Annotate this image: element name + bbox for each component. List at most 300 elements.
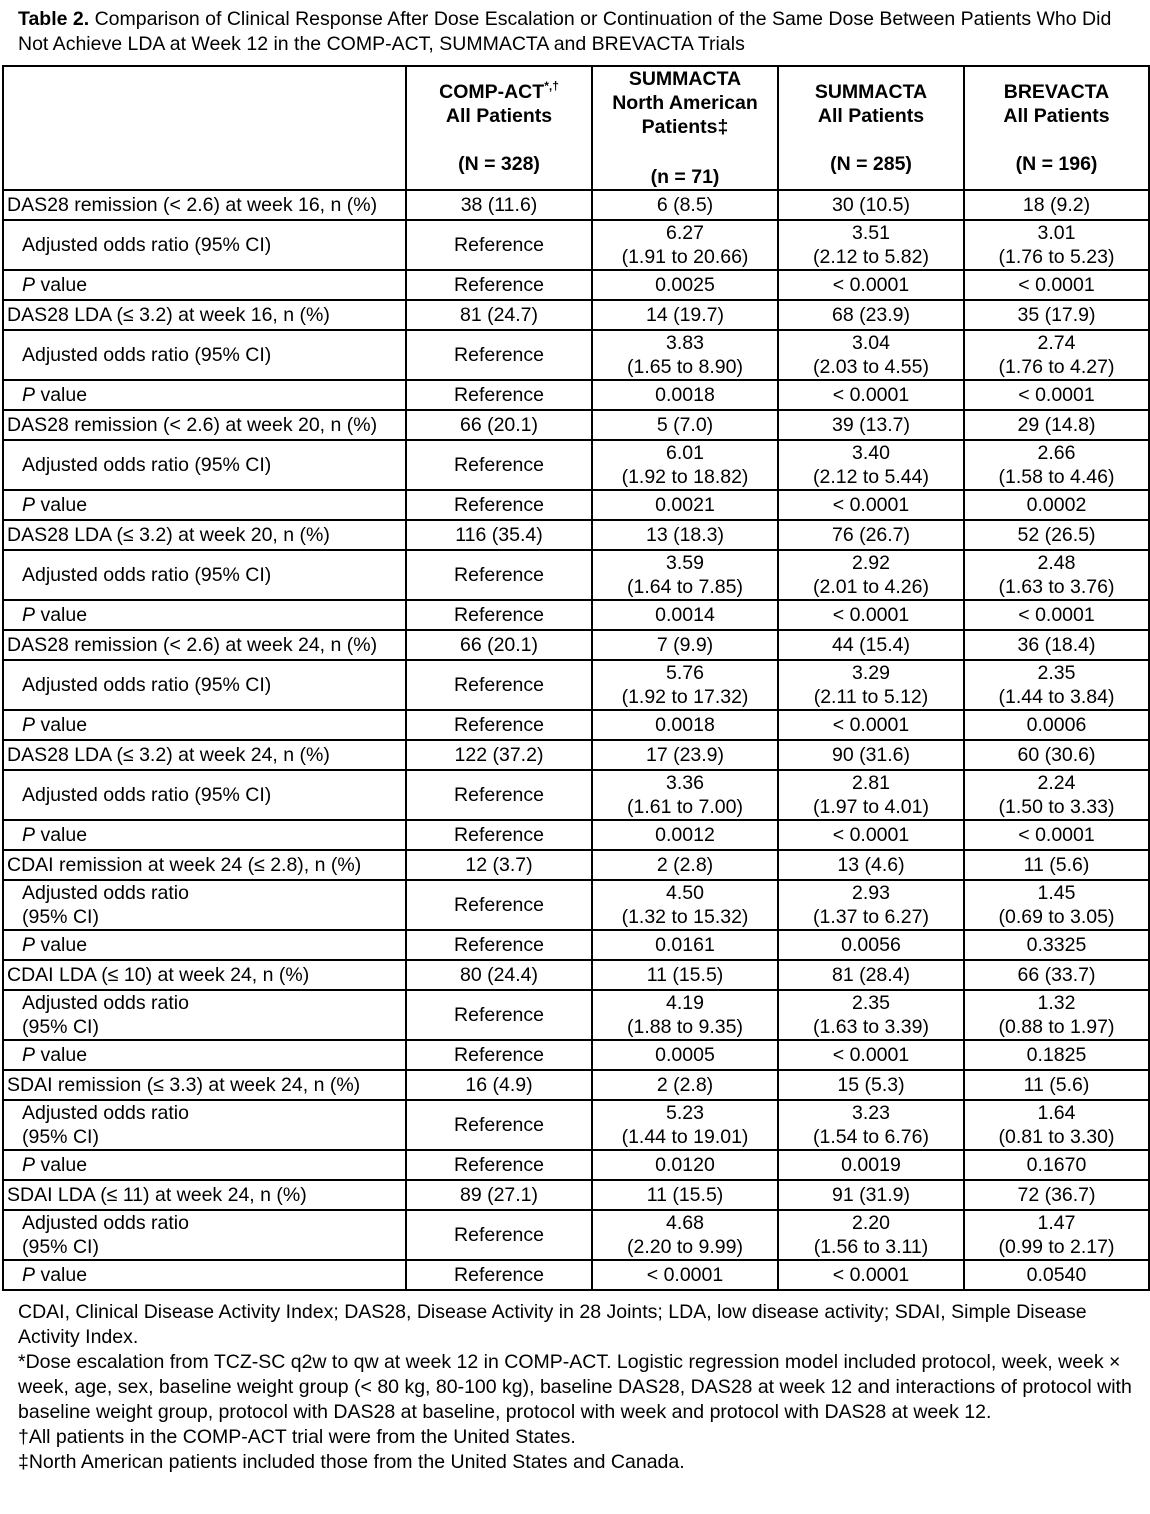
cell-line: (1.65 to 8.90) xyxy=(627,356,743,378)
cell-col-1 xyxy=(592,440,778,490)
cell-line: Reference xyxy=(454,1004,544,1026)
col-3-line2: All Patients xyxy=(1003,105,1110,127)
cell-col-2: 68 (23.9) xyxy=(778,300,964,330)
table-row xyxy=(3,440,1149,490)
cell-col-2 xyxy=(778,990,964,1040)
row-label: Adjusted odds ratio (95% CI) xyxy=(3,220,406,270)
cell-line: 2.48 xyxy=(1037,552,1076,574)
cell-col-2: < 0.0001 xyxy=(778,710,964,740)
cell-line: (1.44 to 3.84) xyxy=(998,686,1115,708)
cell-line: 3.83 xyxy=(666,332,704,354)
cell-line: 2.93 xyxy=(852,882,890,904)
row-label: Adjusted odds ratio (95% CI) xyxy=(3,660,406,710)
cell-col-2: < 0.0001 xyxy=(778,820,964,850)
p-italic: P xyxy=(22,494,36,516)
col-3-n: (N = 196) xyxy=(1015,153,1098,175)
cell-col-0: Reference xyxy=(406,1150,592,1180)
cell-col-3: 36 (18.4) xyxy=(964,630,1149,660)
row-label xyxy=(3,930,406,960)
cell-line: 1.47 xyxy=(1037,1212,1076,1234)
p-label-text: value xyxy=(40,824,88,846)
cell-col-1: 0.0120 xyxy=(592,1150,778,1180)
cell-col-0 xyxy=(406,660,592,710)
row-label xyxy=(3,600,406,630)
cell-col-2 xyxy=(778,1100,964,1150)
cell-col-1: 2 (2.8) xyxy=(592,1070,778,1100)
cell-col-0: 66 (20.1) xyxy=(406,410,592,440)
cell-line: (1.32 to 15.32) xyxy=(621,906,749,928)
row-label: DAS28 remission (< 2.6) at week 24, n (%) xyxy=(3,630,406,660)
cell-col-2: 30 (10.5) xyxy=(778,190,964,220)
cell-col-1: 2 (2.8) xyxy=(592,850,778,880)
cell-line: (0.69 to 3.05) xyxy=(998,906,1115,928)
table-row xyxy=(3,190,1149,220)
table-row xyxy=(3,520,1149,550)
row-label-line: Adjusted odds ratio xyxy=(22,992,189,1014)
table-row xyxy=(3,660,1149,710)
cell-col-0: Reference xyxy=(406,270,592,300)
table-row xyxy=(3,990,1149,1040)
row-label xyxy=(3,820,406,850)
cell-col-1 xyxy=(592,990,778,1040)
cell-line: (1.76 to 4.27) xyxy=(998,356,1115,378)
cell-col-0 xyxy=(406,990,592,1040)
cell-col-2: 90 (31.6) xyxy=(778,740,964,770)
cell-line: (1.37 to 6.27) xyxy=(813,906,929,928)
table-row xyxy=(3,630,1149,660)
p-italic: P xyxy=(22,274,36,296)
cell-col-0: Reference xyxy=(406,1040,592,1070)
cell-line: 5.23 xyxy=(666,1102,704,1124)
cell-col-0 xyxy=(406,220,592,270)
cell-line: (2.20 to 9.99) xyxy=(627,1236,743,1258)
cell-line: Reference xyxy=(454,894,544,916)
cell-line: (1.44 to 19.01) xyxy=(621,1126,749,1148)
cell-line: (2.12 to 5.82) xyxy=(813,246,929,268)
cell-col-3: 0.0006 xyxy=(964,710,1149,740)
row-label xyxy=(3,1210,406,1260)
cell-col-0: Reference xyxy=(406,380,592,410)
cell-col-1: 14 (19.7) xyxy=(592,300,778,330)
p-italic: P xyxy=(22,1264,36,1286)
cell-col-2: 0.0056 xyxy=(778,930,964,960)
table-row xyxy=(3,380,1149,410)
table-row xyxy=(3,1040,1149,1070)
cell-col-2: < 0.0001 xyxy=(778,490,964,520)
table-row xyxy=(3,330,1149,380)
cell-col-1 xyxy=(592,880,778,930)
cell-col-1 xyxy=(592,770,778,820)
col-0-line1: COMP-ACT xyxy=(439,81,545,103)
cell-col-3 xyxy=(964,770,1149,820)
cell-col-1: 7 (9.9) xyxy=(592,630,778,660)
cell-line: (1.97 to 4.01) xyxy=(813,796,929,818)
cell-col-1: 0.0018 xyxy=(592,710,778,740)
cell-line: (1.92 to 17.32) xyxy=(621,686,749,708)
cell-col-0: 116 (35.4) xyxy=(406,520,592,550)
table-row xyxy=(3,1210,1149,1260)
cell-line: 1.64 xyxy=(1037,1102,1076,1124)
table-row xyxy=(3,1180,1149,1210)
header-col-summacta-all xyxy=(778,66,964,190)
col-1-line1: SUMMACTA xyxy=(628,68,742,90)
table-row xyxy=(3,300,1149,330)
header-empty-cell xyxy=(3,66,406,190)
row-label xyxy=(3,490,406,520)
cell-col-0: 81 (24.7) xyxy=(406,300,592,330)
footnote-north-american: ‡North American patients included those from the United States and Canada. xyxy=(18,1451,685,1473)
cell-col-0: 12 (3.7) xyxy=(406,850,592,880)
cell-line: 3.23 xyxy=(852,1102,890,1124)
table-row xyxy=(3,740,1149,770)
cell-col-0 xyxy=(406,330,592,380)
cell-col-2: 44 (15.4) xyxy=(778,630,964,660)
p-label-text: value xyxy=(40,274,88,296)
p-italic: P xyxy=(22,1154,36,1176)
row-label-line: (95% CI) xyxy=(22,906,99,928)
cell-col-3: 18 (9.2) xyxy=(964,190,1149,220)
cell-col-3 xyxy=(964,1100,1149,1150)
cell-col-0: 80 (24.4) xyxy=(406,960,592,990)
cell-col-1 xyxy=(592,1100,778,1150)
cell-col-3: 29 (14.8) xyxy=(964,410,1149,440)
cell-col-3: < 0.0001 xyxy=(964,600,1149,630)
footnote-comp-act: †All patients in the COMP-ACT trial were from the United States. xyxy=(18,1426,576,1448)
cell-line: 2.74 xyxy=(1037,332,1076,354)
footnote-dose-escalation: *Dose escalation from TCZ-SC q2w to qw at week 12 in COMP-ACT. Logistic regression model included protocol, week, week × week, age, sex, baseline weight group (< 80 kg, 80-100 kg), baseline DAS28, DAS28 at week 12 and interactions of protocol with baseline weight group, protocol with DAS28 at baseline, protocol with week and protocol with DAS28 at week 12. xyxy=(18,1351,1132,1423)
col-2-line1: SUMMACTA xyxy=(814,81,928,103)
col-3-line1: BREVACTA xyxy=(1003,81,1110,103)
table-row xyxy=(3,770,1149,820)
cell-col-3 xyxy=(964,550,1149,600)
cell-line: 2.35 xyxy=(1037,662,1076,684)
cell-col-1: 11 (15.5) xyxy=(592,960,778,990)
table-row xyxy=(3,220,1149,270)
cell-col-1: 0.0025 xyxy=(592,270,778,300)
cell-line: (1.63 to 3.76) xyxy=(998,576,1115,598)
row-label: DAS28 LDA (≤ 3.2) at week 24, n (%) xyxy=(3,740,406,770)
cell-line: 6.27 xyxy=(666,222,704,244)
col-1-line2: North American xyxy=(612,92,758,114)
cell-col-1 xyxy=(592,330,778,380)
table-row xyxy=(3,410,1149,440)
cell-col-2: < 0.0001 xyxy=(778,1040,964,1070)
cell-col-2 xyxy=(778,880,964,930)
cell-col-1: 0.0021 xyxy=(592,490,778,520)
table-row xyxy=(3,600,1149,630)
p-label-text: value xyxy=(40,714,88,736)
cell-col-3: 66 (33.7) xyxy=(964,960,1149,990)
cell-col-3 xyxy=(964,660,1149,710)
table-row xyxy=(3,880,1149,930)
cell-col-1: 11 (15.5) xyxy=(592,1180,778,1210)
cell-col-1: 0.0018 xyxy=(592,380,778,410)
table-row xyxy=(3,490,1149,520)
col-0-sup: *,† xyxy=(544,79,559,93)
cell-line: 6.01 xyxy=(666,442,704,464)
row-label-line: Adjusted odds ratio xyxy=(22,1102,189,1124)
cell-line: 3.04 xyxy=(852,332,890,354)
cell-line: 1.45 xyxy=(1037,882,1076,904)
col-2-n: (N = 285) xyxy=(830,153,912,175)
cell-col-3 xyxy=(964,990,1149,1040)
cell-col-2 xyxy=(778,660,964,710)
p-label-text: value xyxy=(40,384,88,406)
cell-col-3: < 0.0001 xyxy=(964,270,1149,300)
cell-col-2: 91 (31.9) xyxy=(778,1180,964,1210)
cell-line: (1.54 to 6.76) xyxy=(813,1126,929,1148)
cell-col-2 xyxy=(778,330,964,380)
cell-line: 2.35 xyxy=(852,992,890,1014)
row-label xyxy=(3,710,406,740)
table-row xyxy=(3,1100,1149,1150)
row-label xyxy=(3,1260,406,1290)
cell-line: 2.24 xyxy=(1037,772,1076,794)
cell-col-2 xyxy=(778,440,964,490)
cell-col-0 xyxy=(406,550,592,600)
row-label-line: (95% CI) xyxy=(22,1016,99,1038)
table-row xyxy=(3,550,1149,600)
p-italic: P xyxy=(22,824,36,846)
cell-col-2 xyxy=(778,1210,964,1260)
cell-col-3: 72 (36.7) xyxy=(964,1180,1149,1210)
cell-col-1: 5 (7.0) xyxy=(592,410,778,440)
col-2-line2: All Patients xyxy=(817,105,925,127)
header-row xyxy=(3,66,1149,190)
cell-line: Reference xyxy=(454,234,544,256)
cell-col-1 xyxy=(592,550,778,600)
row-label-line: Adjusted odds ratio xyxy=(22,1212,189,1234)
cell-col-0: 89 (27.1) xyxy=(406,1180,592,1210)
cell-col-0: 38 (11.6) xyxy=(406,190,592,220)
row-label xyxy=(3,380,406,410)
cell-col-0: Reference xyxy=(406,930,592,960)
cell-col-0 xyxy=(406,880,592,930)
cell-col-2: 81 (28.4) xyxy=(778,960,964,990)
cell-col-1: < 0.0001 xyxy=(592,1260,778,1290)
cell-line: (1.58 to 4.46) xyxy=(998,466,1115,488)
cell-col-0: 66 (20.1) xyxy=(406,630,592,660)
cell-col-0 xyxy=(406,770,592,820)
cell-line: Reference xyxy=(454,1114,544,1136)
row-label-line: (95% CI) xyxy=(22,1126,99,1148)
cell-line: (0.99 to 2.17) xyxy=(998,1236,1115,1258)
row-label: Adjusted odds ratio (95% CI) xyxy=(3,770,406,820)
row-label: Adjusted odds ratio (95% CI) xyxy=(3,330,406,380)
cell-col-1 xyxy=(592,660,778,710)
table-row xyxy=(3,820,1149,850)
p-label-text: value xyxy=(40,494,88,516)
cell-line: 3.40 xyxy=(852,442,890,464)
row-label: DAS28 LDA (≤ 3.2) at week 20, n (%) xyxy=(3,520,406,550)
cell-line: Reference xyxy=(454,1224,544,1246)
row-label-line: Adjusted odds ratio xyxy=(22,882,189,904)
cell-col-3: 0.1670 xyxy=(964,1150,1149,1180)
cell-col-3: < 0.0001 xyxy=(964,820,1149,850)
cell-line: Reference xyxy=(454,564,544,586)
cell-col-1 xyxy=(592,1210,778,1260)
cell-col-1: 6 (8.5) xyxy=(592,190,778,220)
cell-line: (1.88 to 9.35) xyxy=(627,1016,743,1038)
cell-col-1: 17 (23.9) xyxy=(592,740,778,770)
cell-col-3: 0.0002 xyxy=(964,490,1149,520)
cell-line: (2.01 to 4.26) xyxy=(813,576,929,598)
cell-col-2: < 0.0001 xyxy=(778,1260,964,1290)
cell-col-2: 0.0019 xyxy=(778,1150,964,1180)
cell-line: (1.91 to 20.66) xyxy=(621,246,749,268)
table-caption xyxy=(18,7,1138,57)
caption-text: Comparison of Clinical Response After Dose Escalation or Continuation of the Same Dose Between Patients Who Did Not Achieve LDA at Week 12 in the COMP-ACT, SUMMACTA and BREVACTA Trials xyxy=(18,8,1112,55)
cell-col-1: 0.0161 xyxy=(592,930,778,960)
row-label xyxy=(3,1100,406,1150)
p-label-text: value xyxy=(40,934,88,956)
cell-line: 1.32 xyxy=(1037,992,1076,1014)
cell-col-2: 39 (13.7) xyxy=(778,410,964,440)
cell-col-2: < 0.0001 xyxy=(778,270,964,300)
row-label xyxy=(3,990,406,1040)
p-italic: P xyxy=(22,714,36,736)
cell-col-0: Reference xyxy=(406,820,592,850)
table-row xyxy=(3,960,1149,990)
cell-col-1: 0.0012 xyxy=(592,820,778,850)
row-label xyxy=(3,1040,406,1070)
cell-line: 4.50 xyxy=(666,882,704,904)
cell-line: (2.12 to 5.44) xyxy=(813,466,929,488)
cell-line: Reference xyxy=(454,454,544,476)
cell-col-2 xyxy=(778,220,964,270)
cell-line: 3.36 xyxy=(666,772,704,794)
cell-col-1: 0.0014 xyxy=(592,600,778,630)
cell-col-2 xyxy=(778,770,964,820)
cell-col-1 xyxy=(592,220,778,270)
table-row xyxy=(3,1070,1149,1100)
p-italic: P xyxy=(22,1044,36,1066)
cell-col-0: Reference xyxy=(406,710,592,740)
row-label: Adjusted odds ratio (95% CI) xyxy=(3,550,406,600)
cell-line: 3.29 xyxy=(852,662,890,684)
footnote-abbreviations: CDAI, Clinical Disease Activity Index; DAS28, Disease Activity in 28 Joints; LDA, low disease activity; SDAI, Simple Disease Activity Index. xyxy=(18,1301,1087,1348)
table-row xyxy=(3,1150,1149,1180)
results-table xyxy=(2,65,1150,1291)
cell-line: (2.11 to 5.12) xyxy=(813,686,929,708)
cell-line: 2.20 xyxy=(852,1212,890,1234)
cell-line: (0.88 to 1.97) xyxy=(998,1016,1115,1038)
row-label: DAS28 remission (< 2.6) at week 16, n (%) xyxy=(3,190,406,220)
row-label: SDAI remission (≤ 3.3) at week 24, n (%) xyxy=(3,1070,406,1100)
p-italic: P xyxy=(22,604,36,626)
cell-col-3 xyxy=(964,440,1149,490)
p-label-text: value xyxy=(40,604,88,626)
cell-line: 2.66 xyxy=(1037,442,1076,464)
cell-line: (1.76 to 5.23) xyxy=(998,246,1115,268)
cell-line: (0.81 to 3.30) xyxy=(998,1126,1115,1148)
cell-col-0: 16 (4.9) xyxy=(406,1070,592,1100)
cell-line: 3.01 xyxy=(1037,222,1076,244)
cell-col-3: 0.1825 xyxy=(964,1040,1149,1070)
row-label xyxy=(3,1150,406,1180)
cell-col-0: Reference xyxy=(406,490,592,520)
caption-label: Table 2. xyxy=(18,8,90,30)
cell-col-3: 11 (5.6) xyxy=(964,1070,1149,1100)
cell-col-2 xyxy=(778,550,964,600)
row-label xyxy=(3,880,406,930)
p-italic: P xyxy=(22,934,36,956)
cell-line: Reference xyxy=(454,344,544,366)
cell-line: 3.59 xyxy=(666,552,704,574)
p-label-text: value xyxy=(40,1264,88,1286)
table-body xyxy=(3,190,1149,1290)
cell-col-0 xyxy=(406,440,592,490)
cell-col-3: 0.0540 xyxy=(964,1260,1149,1290)
cell-line: (1.61 to 7.00) xyxy=(627,796,743,818)
footnotes xyxy=(18,1300,1138,1475)
col-0-line2: All Patients xyxy=(445,105,553,127)
cell-col-0: Reference xyxy=(406,600,592,630)
cell-col-3: 52 (26.5) xyxy=(964,520,1149,550)
cell-line: 5.76 xyxy=(666,662,704,684)
cell-col-2: 15 (5.3) xyxy=(778,1070,964,1100)
p-italic: P xyxy=(22,384,36,406)
cell-line: Reference xyxy=(454,784,544,806)
row-label: CDAI remission at week 24 (≤ 2.8), n (%) xyxy=(3,850,406,880)
row-label: DAS28 LDA (≤ 3.2) at week 16, n (%) xyxy=(3,300,406,330)
row-label-line: (95% CI) xyxy=(22,1236,99,1258)
cell-line: 2.81 xyxy=(852,772,890,794)
cell-col-3 xyxy=(964,220,1149,270)
cell-line: Reference xyxy=(454,674,544,696)
p-label-text: value xyxy=(40,1154,88,1176)
cell-col-3: < 0.0001 xyxy=(964,380,1149,410)
table-row xyxy=(3,930,1149,960)
cell-col-2: < 0.0001 xyxy=(778,380,964,410)
row-label: DAS28 remission (< 2.6) at week 20, n (%) xyxy=(3,410,406,440)
col-0-n: (N = 328) xyxy=(458,153,540,175)
cell-col-3 xyxy=(964,1210,1149,1260)
cell-col-2: < 0.0001 xyxy=(778,600,964,630)
cell-col-3: 35 (17.9) xyxy=(964,300,1149,330)
cell-col-0 xyxy=(406,1100,592,1150)
cell-line: 4.68 xyxy=(666,1212,704,1234)
cell-col-0: 122 (37.2) xyxy=(406,740,592,770)
table-row xyxy=(3,850,1149,880)
header-col-comp-act xyxy=(406,66,592,190)
table-row xyxy=(3,270,1149,300)
cell-line: 3.51 xyxy=(852,222,890,244)
row-label: SDAI LDA (≤ 11) at week 24, n (%) xyxy=(3,1180,406,1210)
cell-col-1: 0.0005 xyxy=(592,1040,778,1070)
row-label: CDAI LDA (≤ 10) at week 24, n (%) xyxy=(3,960,406,990)
row-label xyxy=(3,270,406,300)
table-row xyxy=(3,1260,1149,1290)
cell-line: (1.63 to 3.39) xyxy=(813,1016,929,1038)
table-row xyxy=(3,710,1149,740)
cell-col-1: 13 (18.3) xyxy=(592,520,778,550)
cell-line: 2.92 xyxy=(852,552,890,574)
header-col-summacta-na xyxy=(592,66,778,190)
cell-line: (1.92 to 18.82) xyxy=(621,466,749,488)
col-1-line3: Patients‡ xyxy=(641,116,729,138)
cell-col-3: 11 (5.6) xyxy=(964,850,1149,880)
p-label-text: value xyxy=(40,1044,88,1066)
cell-col-3 xyxy=(964,330,1149,380)
cell-line: (2.03 to 4.55) xyxy=(813,356,929,378)
cell-col-3: 60 (30.6) xyxy=(964,740,1149,770)
cell-col-0 xyxy=(406,1210,592,1260)
row-label: Adjusted odds ratio (95% CI) xyxy=(3,440,406,490)
cell-col-2: 13 (4.6) xyxy=(778,850,964,880)
cell-line: 4.19 xyxy=(666,992,704,1014)
cell-col-0: Reference xyxy=(406,1260,592,1290)
